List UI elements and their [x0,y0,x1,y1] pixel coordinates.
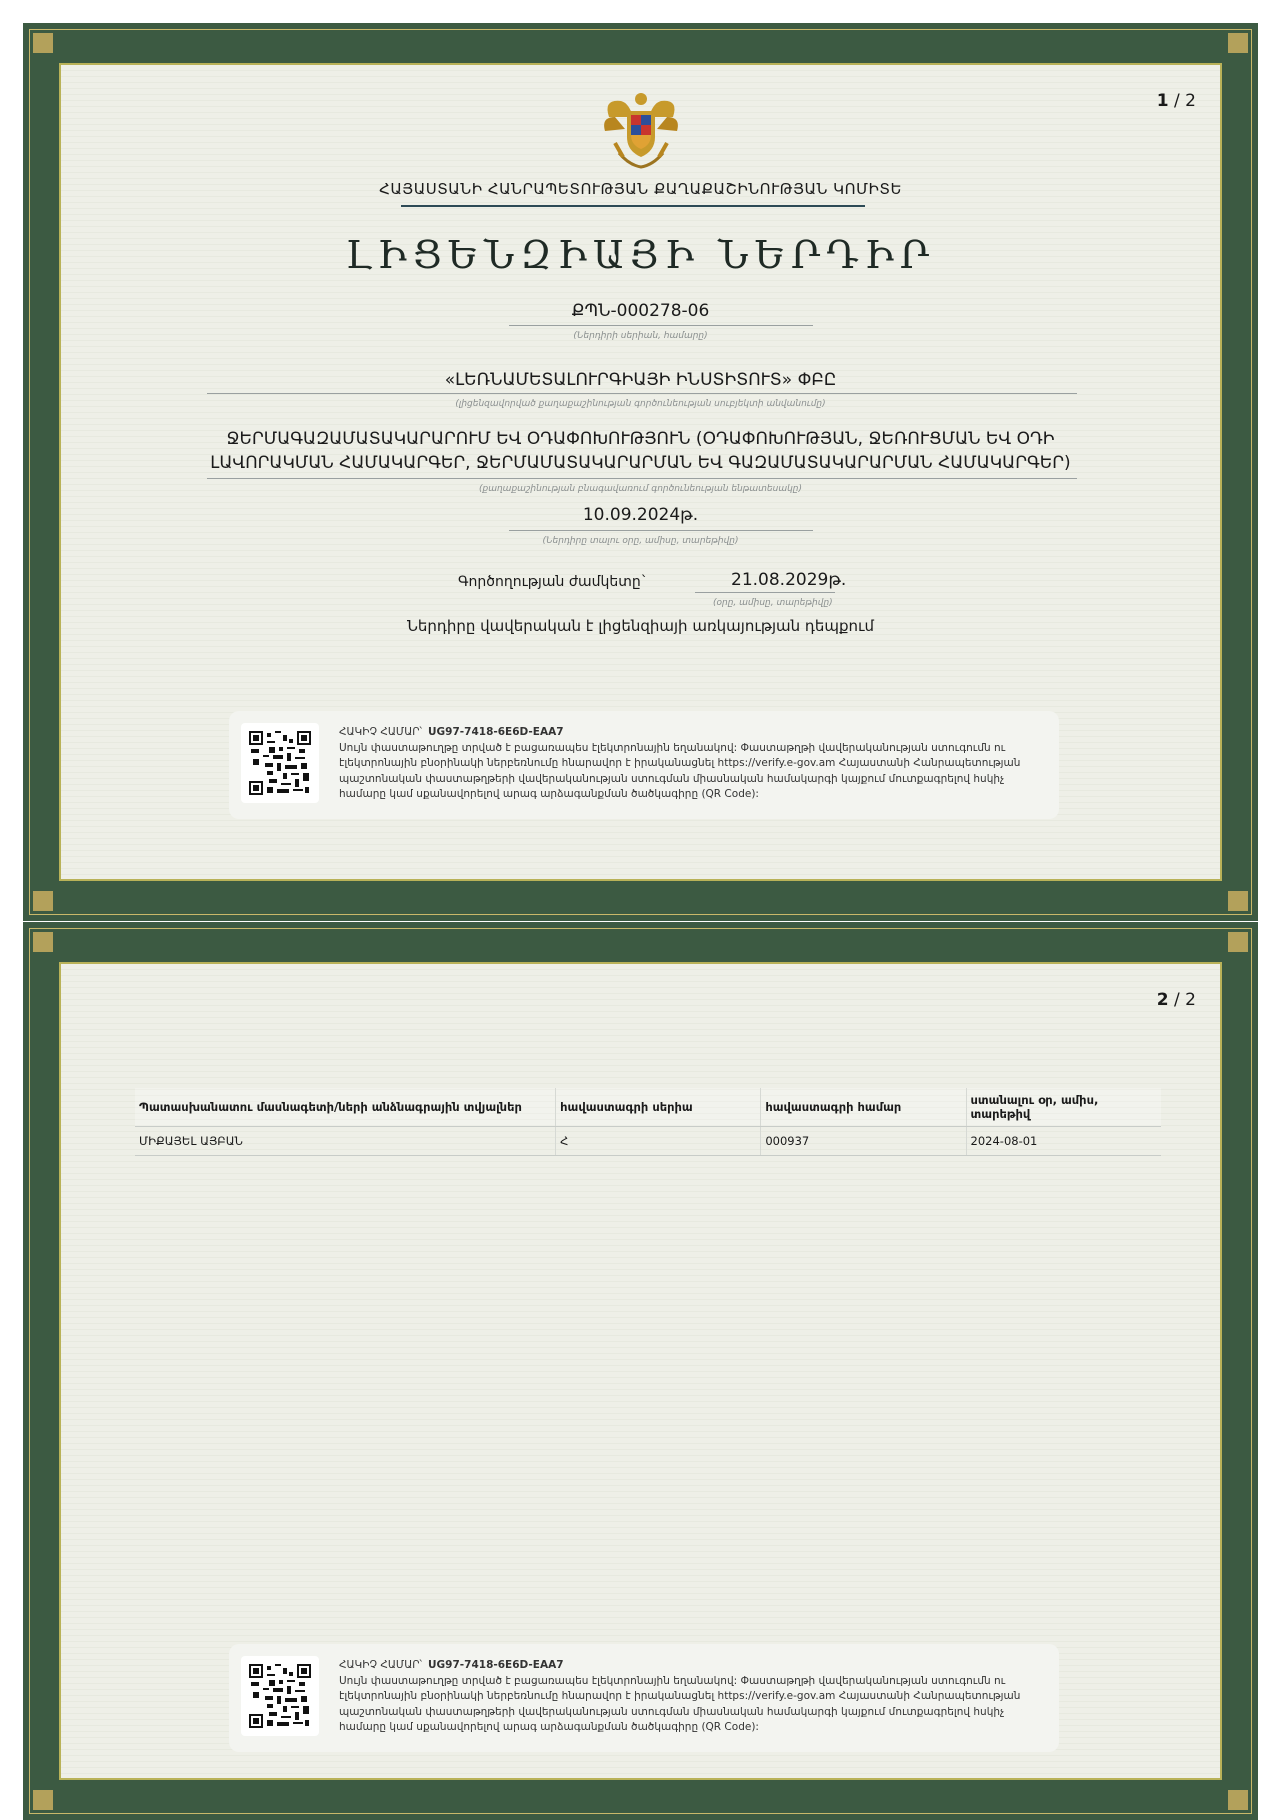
activity-caption: (քաղաքաշինության բնագավառում գործունեության ենթատեսակը) [478,484,803,494]
certificate-body [59,63,1222,881]
organization-name: «ԼԵՌՆԱՄԵՏԱԼՈՒՐԳԻԱՅԻ ԻՆՍՏԻՏՈՒՏ» ՓԲԸ [444,370,837,390]
divider [509,325,813,326]
certificate-number: 000937 [761,1127,966,1156]
verification-line: համարը կամ սքանավորելով արագ արձագանքման ծածկագիրը (QR Code): [339,1721,759,1733]
divider [207,478,1077,479]
verification-line: պաշտոնական փաստաթղթերի վավերականության ստուգման միասնական համակարգի կայքում մուտքագրելով հսկիչ [339,1705,1005,1718]
corner-ornament [33,1790,53,1810]
verification-text [339,725,1039,803]
qr-code-icon [249,731,311,795]
qr-code[interactable] [241,723,319,803]
validity-label: Գործողության ժամկետը` [458,574,648,590]
license-insert-page-1 [23,23,1258,921]
certificate-series: Հ [556,1127,761,1156]
verification-line: համարը կամ սքանավորելով արագ արձագանքման ծածկագիրը (QR Code): [339,788,759,800]
issue-date: 10.09.2024թ. [582,505,699,525]
verification-line: էլեկտրոնային բնօրինակի ներբեռնումը հնարավոր է իրականացնել https://verify.e-gov.am Հայաստանի Հանրապետության [339,1690,1021,1702]
license-insert-page-2 [23,922,1258,1820]
corner-ornament [33,932,53,952]
document-title: ԼԻՑԵՆԶԻԱՅԻ ՆԵՐԴԻՐ [345,233,936,277]
authority-underline [401,205,865,207]
table-header-row [135,1088,1161,1127]
corner-ornament [1228,891,1248,911]
column-header: ստանալու օր, ամիս, տարեթիվ [966,1088,1161,1127]
specialist-name: ՄԻՔԱՅԵԼ ԱՅԲԱՆ [135,1127,556,1156]
page-number: 1 / 2 [1156,91,1196,111]
issue-date: 2024-08-01 [966,1127,1161,1156]
verification-box [229,711,1059,819]
verification-code-label: ՀԱԿԻՉ ՀԱՄԱՐ՝ [339,1659,423,1671]
verification-line: Սույն փաստաթուղթը տրված է բացառապես էլեկտրոնային եղանակով: Փաստաթղթի վավերականության ստուգումն ու [339,1674,1006,1687]
organization-caption: (լիցենզավորված քաղաքաշինության գործունեության սուբյեկտի անվանումը) [455,399,826,409]
corner-ornament [33,33,53,53]
corner-ornament [1228,33,1248,53]
divider [207,393,1077,394]
coat-of-arms-icon [599,87,683,171]
page-number: 2 / 2 [1156,990,1196,1010]
activity-type-line-2: ԼԱՎՈՐԱԿՄԱՆ ՀԱՄԱԿԱՐԳԵՐ, ՋԵՐՄԱՄԱՏԱԿԱՐԱՐՄԱՆ ԵՎ ԳԱԶԱՄԱՏԱԿԱՐԱՐՄԱՆ ՀԱՄԱԿԱՐԳԵՐ) [210,453,1071,473]
issue-date-caption: (Ներդիրը տալու օրը, ամիսը, տարեթիվը) [542,536,739,546]
validity-caption: (օրը, ամիսը, տարեթիվը) [713,598,833,608]
column-header: հավաստագրի համար [761,1088,966,1127]
corner-ornament [1228,932,1248,952]
divider [509,530,813,531]
column-header: հավաստագրի սերիա [556,1088,761,1127]
insert-number-caption: (Ներդիրի սերիան, համարը) [573,331,708,341]
column-header: Պատասխանատու մասնագետի/ների անձնագրային տվյալներ [135,1088,556,1127]
divider [695,592,835,593]
table-row [135,1127,1161,1156]
insert-number: ՔՊՆ-000278-06 [571,301,710,321]
verification-line: պաշտոնական փաստաթղթերի վավերականության ստուգման միասնական համակարգի կայքում մուտքագրելով հսկիչ [339,772,1005,785]
certificate-body [59,962,1222,1780]
qr-code-icon [249,1664,311,1728]
verification-code: UG97-7418-6E6D-EAA7 [428,1659,564,1671]
specialists-table [135,1088,1161,1156]
qr-code[interactable] [241,1656,319,1736]
validity-date: 21.08.2029թ. [731,570,847,590]
verification-text [339,1658,1039,1736]
verification-line: Սույն փաստաթուղթը տրված է բացառապես էլեկտրոնային եղանակով: Փաստաթղթի վավերականության ստուգումն ու [339,741,1006,754]
activity-type-line-1: ՋԵՐՄԱԳԱԶԱՄԱՏԱԿԱՐԱՐՈՒՄ ԵՎ ՕԴԱՓՈԽՈՒԹՅՈՒՆ (ՕԴԱՓՈԽՈՒԹՅԱՆ, ՋԵՌՈՒՑՄԱՆ ԵՎ ՕԴԻ [226,429,1055,449]
verification-code: UG97-7418-6E6D-EAA7 [428,726,564,738]
verification-line: էլեկտրոնային բնօրինակի ներբեռնումը հնարավոր է իրականացնել https://verify.e-gov.am Հայաստանի Հանրապետության [339,757,1021,769]
issuing-authority: ՀԱՅԱՍՏԱՆԻ ՀԱՆՐԱՊԵՏՈՒԹՅԱՆ ՔԱՂԱՔԱՇԻՆՈՒԹՅԱՆ ԿՈՄԻՏԵ [379,180,902,198]
corner-ornament [33,891,53,911]
verification-box [229,1644,1059,1752]
validity-note: Ներդիրը վավերական է լիցենզիայի առկայության դեպքում [406,617,875,635]
verification-code-label: ՀԱԿԻՉ ՀԱՄԱՐ՝ [339,726,423,738]
corner-ornament [1228,1790,1248,1810]
